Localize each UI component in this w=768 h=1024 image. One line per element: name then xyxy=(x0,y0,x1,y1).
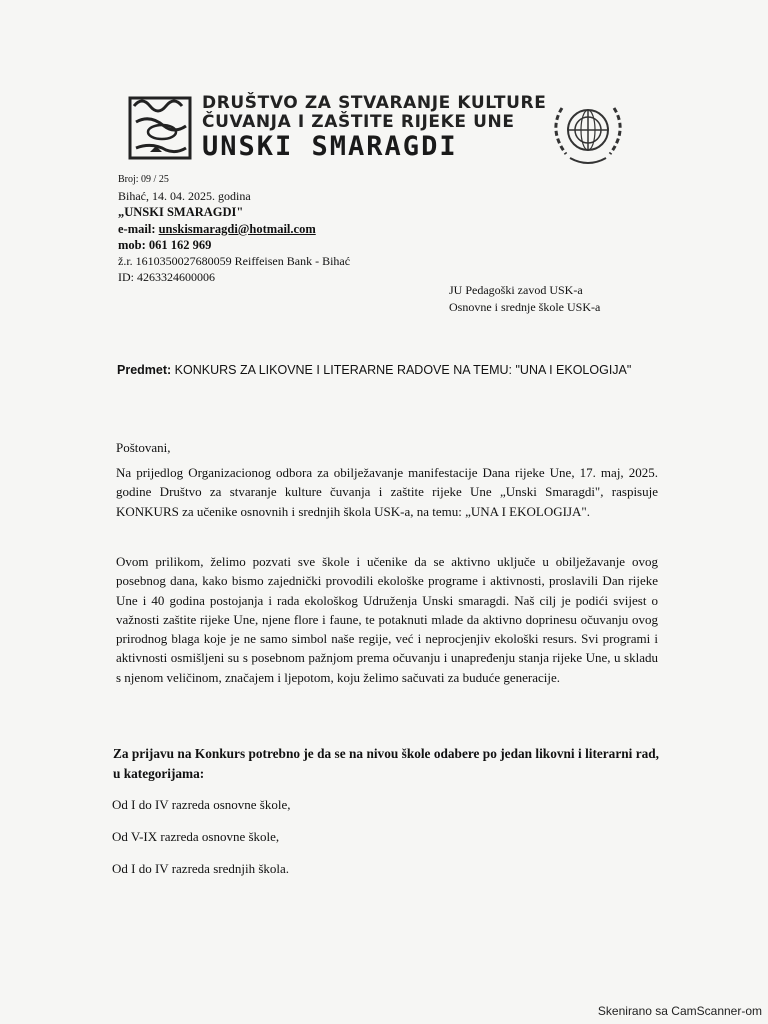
scanner-watermark: Skenirano sa CamScanner-om xyxy=(597,1004,762,1018)
recipient-line-1: JU Pedagoški zavod USK-a xyxy=(449,283,583,297)
sender-org: „UNSKI SMARAGDI" xyxy=(118,205,244,220)
email-label: e-mail: xyxy=(118,221,159,236)
letterhead-line-2: ČUVANJA I ZAŠTITE RIJEKE UNE xyxy=(202,112,515,132)
category-item: Od I do IV razreda srednjih škola. xyxy=(112,861,290,876)
sender-email-line xyxy=(118,221,350,237)
subject-line xyxy=(117,360,657,380)
letterhead-text xyxy=(202,94,546,162)
greeting: Poštovani, xyxy=(116,440,171,455)
category-item: Od V-IX razreda osnovne škole, xyxy=(112,829,280,844)
category-item: Od I do IV razreda osnovne škole, xyxy=(112,797,291,812)
letterhead-org-name: UNSKI SMARAGDI xyxy=(202,131,458,162)
sender-account: ž.r. 1610350027680059 Reiffeisen Bank - Bihać xyxy=(118,254,351,269)
recipient-block xyxy=(449,282,600,316)
document-number: Broj: 09 / 25 xyxy=(118,174,169,185)
application-instructions: Za prijavu na Konkurs potrebno je da se na nivou škole odabere po jedan likovni i literarni rad, u kategorijama: xyxy=(113,746,659,781)
paragraph-1: Na prijedlog Organizacionog odbora za obilježavanje manifestacije Dana rijeke Une, 17. maj, 2025. godine Društvo za stvaranje kulture čuvanja i zaštite rijeke Une „Unski Smaragdi", raspisuje KONKURS za učenike osnovnih i srednjih škola USK-a, na temu: „UNA I EKOLOGIJA". xyxy=(116,465,658,519)
paragraph-2: Ovom prilikom, želimo pozvati sve škole i učenike da se aktivno uključe u obilježavanje ovog posebnog dana, kako bismo zajednički provodili ekološke programe i aktivnosti, proslavili Dan rijeke Une i 40 godina postojanja i rada ekološkog Udruženja Unski smaragdi. Naš cilj je podići svijest o važnosti zaštite rijeke Une, njene flore i faune, te potaknuti mlade da aktivno doprinesu očuvanju ovog prirodnog blaga koje je ne samo simbol naše regije, već i neprocjenjiv ekološki resurs. Svi programi i aktivnosti osmišljeni su s posebnom pažnjom prema očuvanju i unapređenju stanja rijeke Une, u skladu s njenom veličinom, značajem i ljepotom, koju želimo sačuvati za buduće generacije. xyxy=(116,554,658,685)
river-logo-icon xyxy=(128,92,194,162)
sender-mobile: mob: 061 162 969 xyxy=(118,237,212,252)
subject-label: Predmet: xyxy=(117,363,172,377)
document-date: Bihać, 14. 04. 2025. godina xyxy=(118,189,251,204)
letterhead-line-1: DRUŠTVO ZA STVARANJE KULTURE xyxy=(202,93,547,113)
email-link[interactable]: unskismaragdi@hotmail.com xyxy=(158,221,316,236)
letterhead xyxy=(128,92,648,172)
subject-text: KONKURS ZA LIKOVNE I LITERARNE RADOVE NA TEMU: "UNA I EKOLOGIJA" xyxy=(171,363,632,377)
recipient-line-2: Osnovne i srednje škole USK-a xyxy=(449,300,601,314)
un-emblem-icon xyxy=(540,94,636,170)
sender-id: ID: 4263324600006 xyxy=(118,270,215,285)
sender-info xyxy=(118,172,350,285)
